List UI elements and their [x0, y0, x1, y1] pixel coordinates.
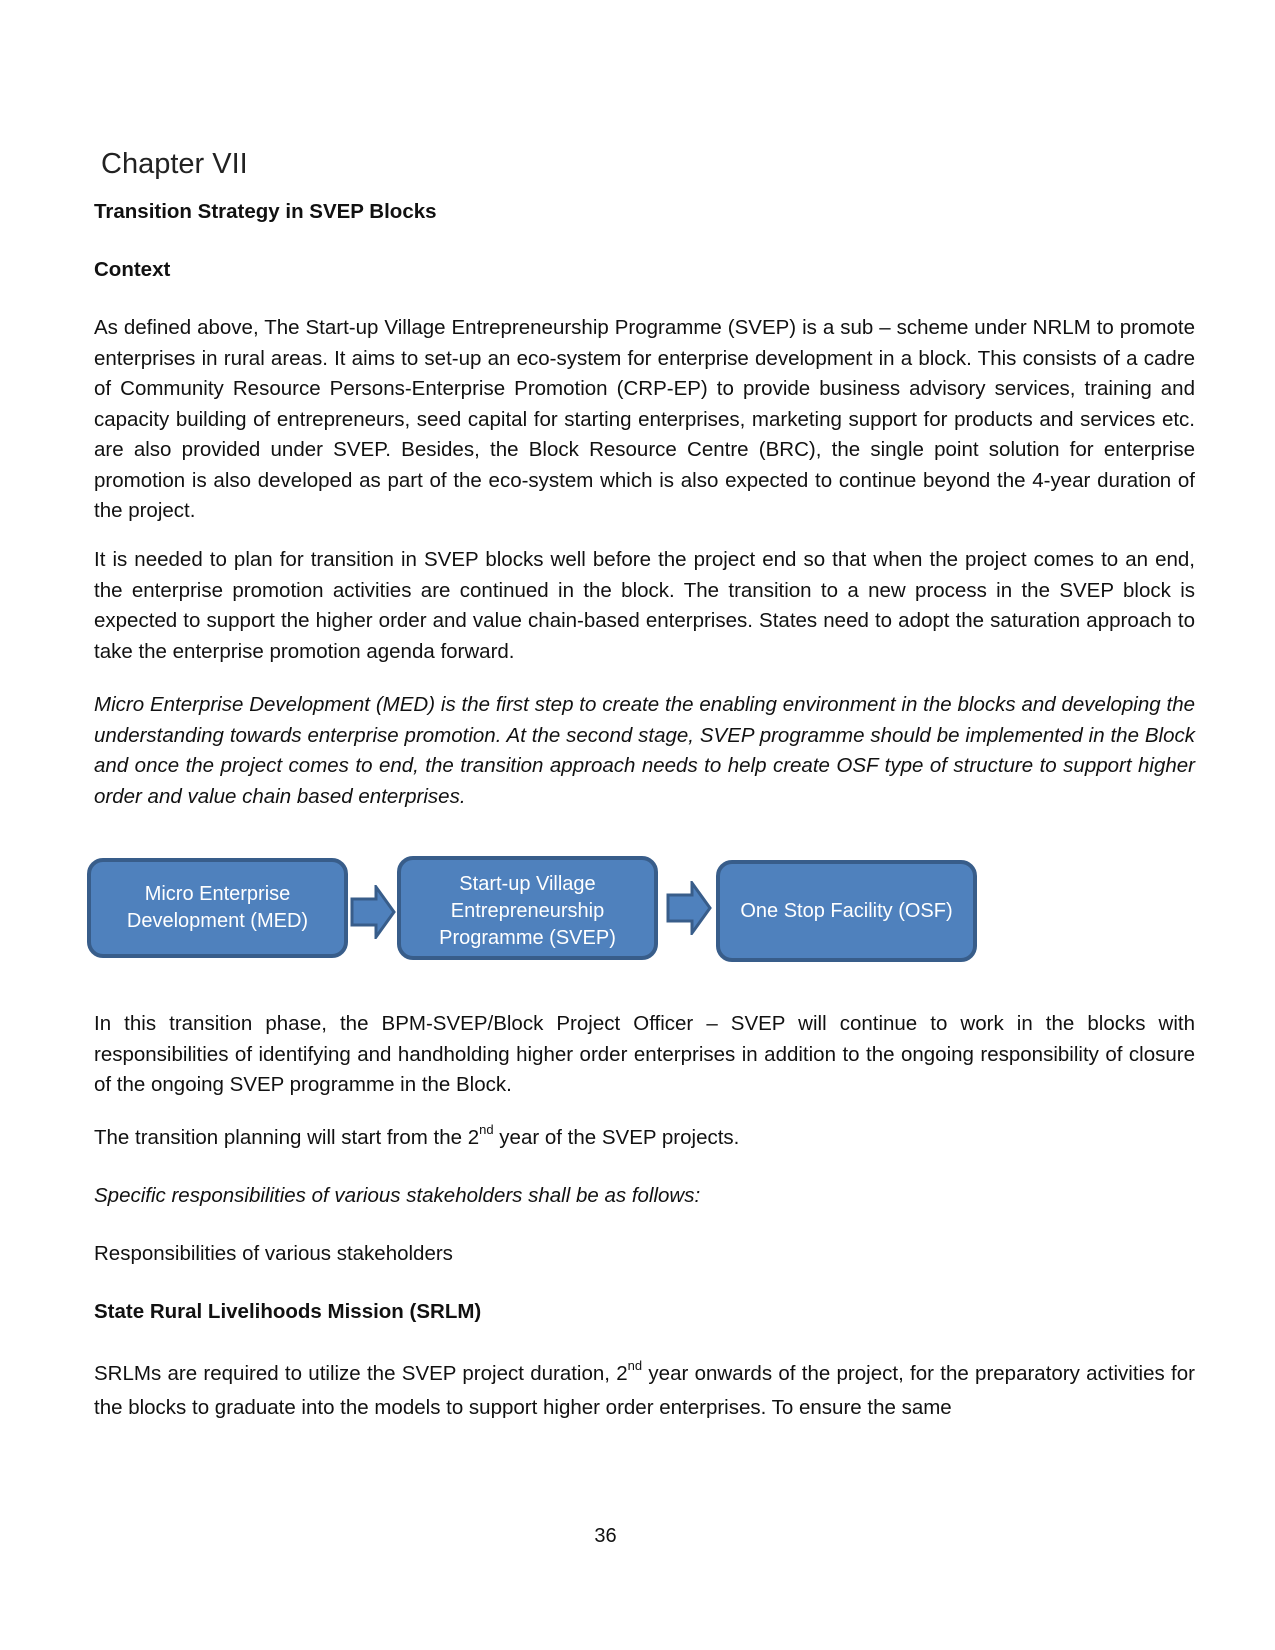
page-number: 36: [594, 1525, 617, 1547]
flow-box-svep-line3: Programme (SVEP): [439, 926, 616, 949]
arrow-right-icon: [350, 885, 396, 939]
ordinal-suffix: nd: [479, 1122, 494, 1138]
arrow-right-icon: [666, 881, 712, 935]
srlm-paragraph-text-1: SRLMs are required to utilize the SVEP project duration, 2: [94, 1362, 628, 1385]
context-heading: Context: [94, 258, 171, 281]
flow-box-svep-line2: Entrepreneurship: [450, 899, 605, 922]
transition-planning-text-1: The transition planning will start from the 2: [94, 1126, 480, 1149]
flow-box-svep-line1: Start-up Village: [459, 872, 596, 895]
transition-planning-line: [94, 1122, 740, 1150]
flow-box-med: [87, 858, 348, 958]
section-heading: Transition Strategy in SVEP Blocks: [94, 200, 437, 223]
chapter-title: Chapter VII: [101, 148, 248, 180]
flow-box-med-line1: Micro Enterprise: [144, 883, 291, 905]
context-paragraph-2: It is needed to plan for transition in SVEP blocks well before the project end so that when the project comes to an end, the enterprise promotion activities are continued in the block. The transition to a new process in the SVEP block is expected to support the higher order and value chain-based enterprises. States need to adopt the saturation approach to take the enterprise promotion agenda forward.: [94, 548, 1195, 663]
flow-box-svep: [397, 856, 658, 960]
flow-box-osf: [716, 860, 977, 962]
flow-box-osf-line1: One Stop Facility (OSF): [740, 899, 953, 922]
ordinal-suffix: nd: [627, 1358, 643, 1374]
context-paragraph-3: Micro Enterprise Development (MED) is the first step to create the enabling environment in the blocks and developing the understanding towards enterprise promotion. At the second stage, SVEP programme should be implemented in the Block and once the project comes to end, the transition approach needs to help create OSF type of structure to support higher order and value chain based enterprises.: [94, 693, 1195, 808]
flow-box-med-line2: Development (MED): [126, 910, 309, 932]
responsibilities-intro: Specific responsibilities of various stakeholders shall be as follows:: [94, 1184, 701, 1207]
context-paragraph-1: As defined above, The Start-up Village Entrepreneurship Programme (SVEP) is a sub – scheme under NRLM to promote enterprises in rural areas. It aims to set-up an eco-system for enterprise development in a block. This consists of a cadre of Community Resource Persons-Enterprise Promotion (CRP-EP) to provide business advisory services, training and capacity building of entrepreneurs, seed capital for starting enterprises, marketing support for products and services etc. are also provided under SVEP. Besides, the Block Resource Centre (BRC), the single point solution for enterprise promotion is also developed as part of the eco-system which is also expected to continue beyond the 4-year duration of the project.: [94, 316, 1195, 522]
srlm-paragraph-text-2: year onwards of the project, for the preparatory activities for the blocks to graduate into the models to support higher order enterprises. To ensure the same: [94, 1362, 1195, 1419]
responsibilities-label: Responsibilities of various stakeholders: [94, 1242, 453, 1265]
srlm-heading: State Rural Livelihoods Mission (SRLM): [94, 1300, 482, 1323]
transition-planning-text-2: year of the SVEP projects.: [493, 1126, 740, 1149]
srlm-paragraph: [94, 1357, 1195, 1425]
transition-paragraph: In this transition phase, the BPM-SVEP/Block Project Officer – SVEP will continue to work in the blocks with responsibilities of identifying and handholding higher order enterprises in addition to the ongoing responsibility of closure of the ongoing SVEP programme in the Block.: [94, 1012, 1195, 1096]
